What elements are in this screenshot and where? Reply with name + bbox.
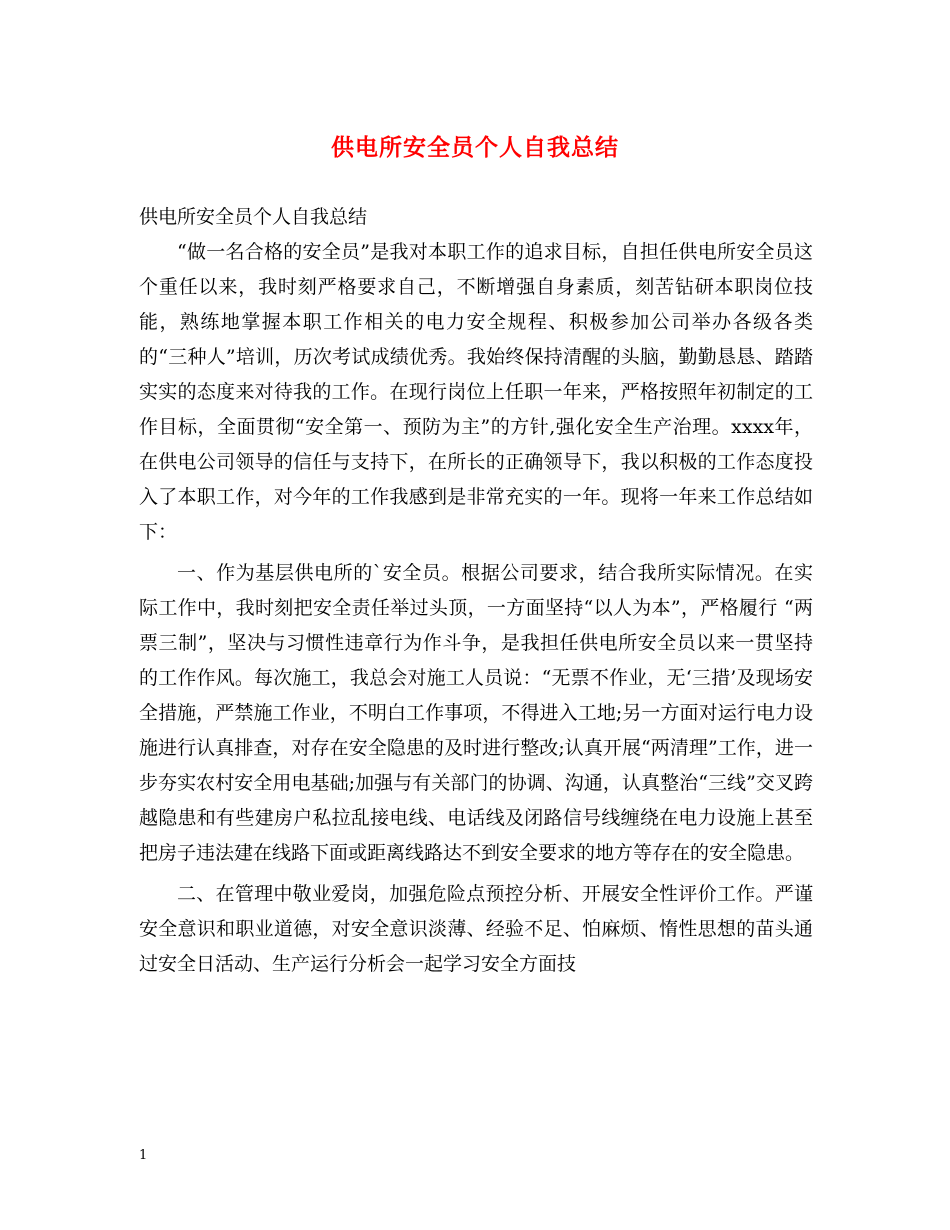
document-body <box>139 200 813 982</box>
paragraph-section-1: 一、作为基层供电所的`安全员。根据公司要求，结合我所实际情况。在实际工作中，我时刻把安全责任举过头顶，一方面坚持“以人为本”，严格履行 “两票三制”，坚决与习惯性违章行为作斗争，是我担任供电所安全员以来一贯坚持的工作作风。每次施工，我总会对施工人员说：“无票不作业，无‘三措’及现场安全措施，严禁施工作业，不明白工作事项，不得进入工地;另一方面对运行电力设施进行认真排查，对存在安全隐患的及时进行整改;认真开展“两清理”工作，进一步夯实农村安全用电基础;加强与有关部门的协调、沟通，认真整治“三线”交叉跨越隐患和有些建房户私拉乱接电线、电话线及闭路信号线缠绕在电力设施上甚至把房子违法建在线路下面或距离线路达不到安全要求的地方等存在的安全隐患。 <box>139 562 813 864</box>
document-subtitle: 供电所安全员个人自我总结 <box>139 206 368 228</box>
paragraph-intro: “做一名合格的安全员”是我对本职工作的追求目标，自担任供电所安全员这个重任以来，我时刻严格要求自己，不断增强自身素质，刻苦钻研本职岗位技能，熟练地掌握本职工作相关的电力安全规程、积极参加公司举办各级各类的“三种人”培训，历次考试成绩优秀。我始终保持清醒的头脑，勤勤恳恳、踏踏实实的态度来对待我的工作。在现行岗位上任职一年来，严格按照年初制定的工作目标，全面贯彻“安全第一、预防为主”的方针,强化安全生产治理。xxxx年，在供电公司领导的信任与支持下，在所长的正确领导下，我以积极的工作态度投入了本职工作，对今年的工作我感到是非常充实的一年。现将一年来工作总结如下： <box>139 241 813 543</box>
paragraph-section-2: 二、在管理中敬业爱岗，加强危险点预控分析、开展安全性评价工作。严谨安全意识和职业道德，对安全意识淡薄、经验不足、怕麻烦、惰性思想的苗头通过安全日活动、生产运行分析会一起学习安全方面技 <box>139 883 813 975</box>
page-number: 1 <box>139 1148 148 1163</box>
document-title: 供电所安全员个人自我总结 <box>331 134 619 161</box>
